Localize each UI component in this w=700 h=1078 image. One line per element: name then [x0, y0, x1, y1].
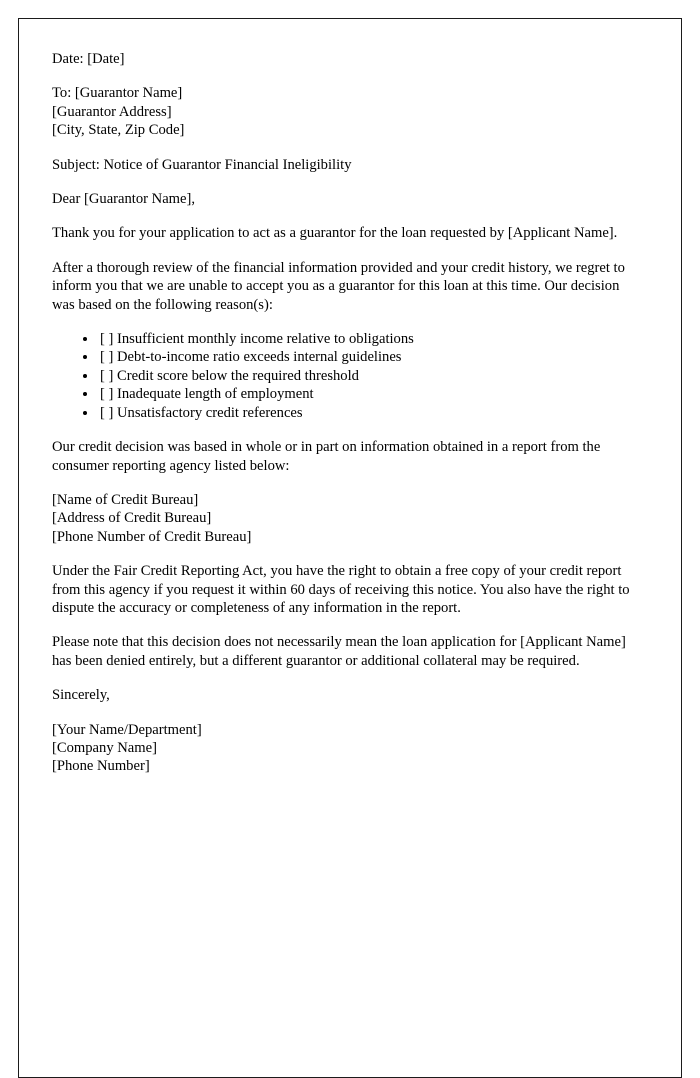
checklist-item-dti: • [ ] Debt-to-income ratio exceeds internal guidelines — [98, 348, 631, 366]
paragraph-agency: Our credit decision was based in whole or in part on information obtained in a report from the consumer reporting agency listed below: — [52, 439, 601, 474]
recipient-address: [Guarantor Address] — [52, 103, 172, 120]
date-line: Date: [Date] — [52, 51, 125, 67]
checklist-item-income: • [ ] Insufficient monthly income relative to obligations — [98, 330, 631, 348]
subject-line: Subject: Notice of Guarantor Financial Ineligibility — [52, 156, 352, 173]
closing: Sincerely, — [52, 687, 110, 704]
reasons-checklist — [52, 330, 631, 422]
letter-page — [18, 18, 682, 1078]
paragraph-note: Please note that this decision does not necessarily mean the loan application for [Applicant Name] has been denied entirely, but a different guarantor or additional collateral may be required. — [52, 634, 626, 669]
checklist-item-credit-score: • [ ] Credit score below the required threshold — [98, 367, 631, 385]
signature-name-department: [Your Name/Department] — [52, 721, 202, 738]
signature-company: [Company Name] — [52, 739, 157, 756]
bureau-phone: [Phone Number of Credit Bureau] — [52, 528, 252, 545]
salutation: Dear [Guarantor Name], — [52, 191, 196, 208]
recipient-block — [52, 84, 631, 139]
bureau-name: [Name of Credit Bureau] — [52, 491, 199, 508]
recipient-name: To: [Guarantor Name] — [52, 85, 183, 102]
checklist-item-employment: • [ ] Inadequate length of employment — [98, 385, 631, 403]
signature-block — [52, 721, 631, 776]
bureau-address: [Address of Credit Bureau] — [52, 510, 212, 527]
credit-bureau-block — [52, 491, 631, 546]
paragraph-decision: After a thorough review of the financial information provided and your credit history, we regret to inform you that we are unable to accept you as a guarantor for this loan at this time. Our decision was based on the following reason(s): — [52, 259, 625, 313]
signature-phone: [Phone Number] — [52, 758, 150, 775]
paragraph-fcra: Under the Fair Credit Reporting Act, you have the right to obtain a free copy of your credit report from this agency if you request it within 60 days of receiving this notice. You also have the right to dispute the accuracy or completeness of any information in the report. — [52, 563, 630, 616]
paragraph-thanks: Thank you for your application to act as a guarantor for the loan requested by [Applicant Name]. — [52, 225, 618, 242]
checklist-item-references: • [ ] Unsatisfactory credit references — [98, 404, 631, 422]
recipient-city-state-zip: [City, State, Zip Code] — [52, 122, 185, 139]
